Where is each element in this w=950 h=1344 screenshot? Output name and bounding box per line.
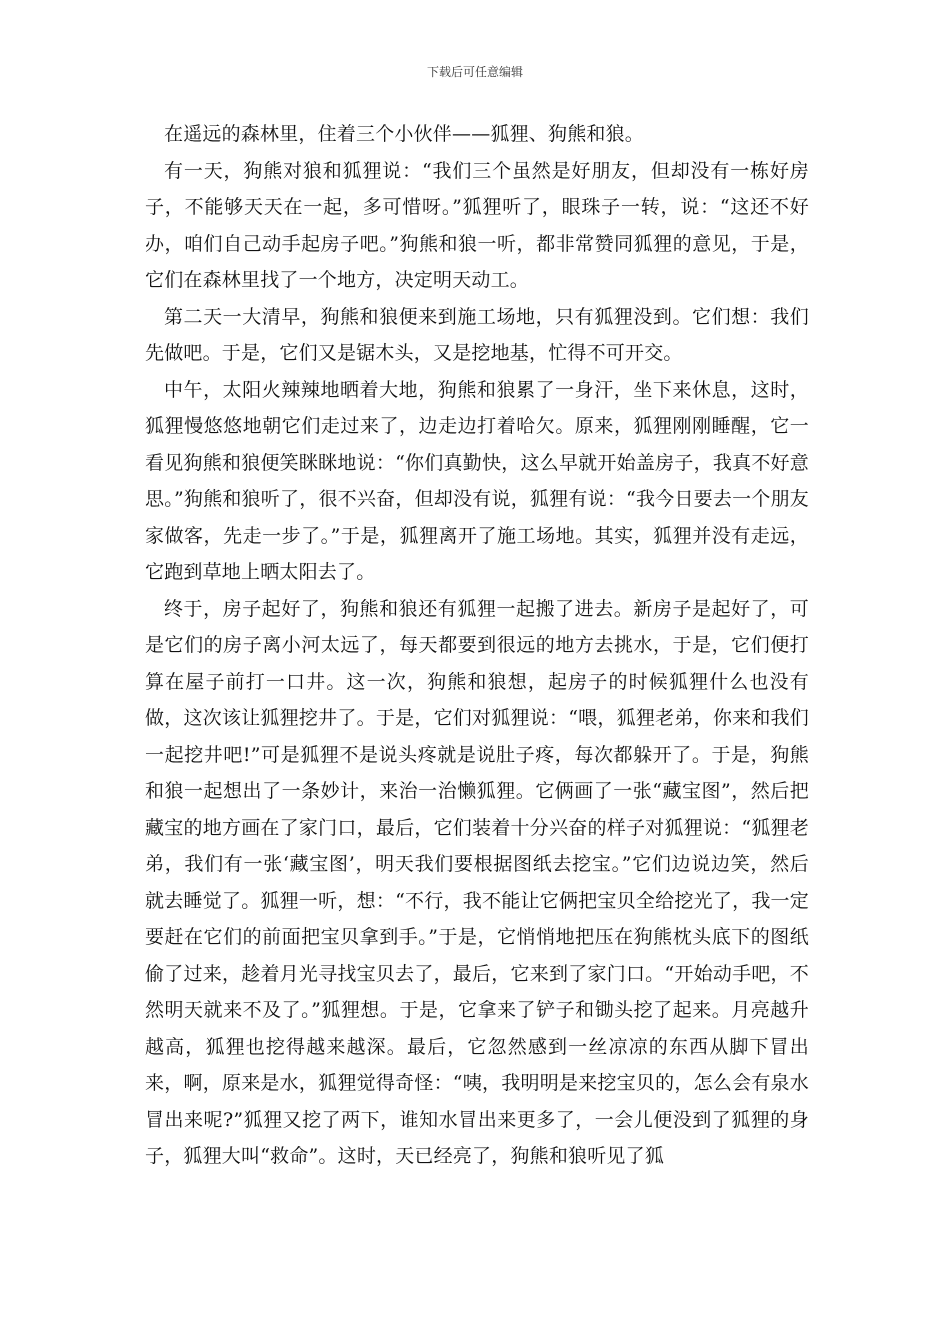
story-body [145,116,809,1175]
story-paragraph-3: 第二天一大清早，狗熊和狼便来到施工场地，只有狐狸没到。它们想：我们先做吧。于是，它们又是锯木头，又是挖地基，忙得不可开交。 [145,305,809,364]
story-paragraph-1: 在遥远的森林里，住着三个小伙伴——狐狸、狗熊和狼。 [164,123,645,145]
story-paragraph-2: 有一天，狗熊对狼和狐狸说：“我们三个虽然是好朋友，但却没有一栋好房子，不能够天天在一起，多可惜呀。”狐狸听了，眼珠子一转，说：“这还不好办，咱们自己动手起房子吧。”狗熊和狼一听，都非常赞同狐狸的意见，于是，它们在森林里找了一个地方，决定明天动工。 [145,159,809,291]
story-paragraph-4: 中午，太阳火辣辣地晒着大地，狗熊和狼累了一身汗，坐下来休息，这时，狐狸慢悠悠地朝它们走过来了，边走边打着哈欠。原来，狐狸刚刚睡醒，它一看见狗熊和狼便笑眯眯地说：“你们真勤快，这么早就开始盖房子，我真不好意思。”狗熊和狼听了，很不兴奋，但却没有说，狐狸有说：“我今日要去一个朋友家做客，先走一步了。”于是，狐狸离开了施工场地。其实，狐狸并没有走远，它跑到草地上晒太阳去了。 [145,378,809,583]
story-paragraph-5: 终于，房子起好了，狗熊和狼还有狐狸一起搬了进去。新房子是起好了，可是它们的房子离小河太远了，每天都要到很远的地方去挑水，于是，它们便打算在屋子前打一口井。这一次，狗熊和狼想，起房子的时候狐狸什么也没有做，这次该让狐狸挖井了。于是，它们对狐狸说：“喂，狐狸老弟，你来和我们一起挖井吧!”可是狐狸不是说头疼就是说肚子疼，每次都躲开了。于是，狗熊和狼一起想出了一条妙计，来治一治懒狐狸。它俩画了一张“藏宝图”，然后把藏宝的地方画在了家门口，最后，它们装着十分兴奋的样子对狐狸说：“狐狸老弟，我们有一张‘藏宝图’，明天我们要根据图纸去挖宝。”它们边说边笑，然后就去睡觉了。狐狸一听，想：“不行，我不能让它俩把宝贝全给挖光了，我一定要赶在它们的前面把宝贝拿到手。”于是，它悄悄地把压在狗熊枕头底下的图纸偷了过来，趁着月光寻找宝贝去了，最后，它来到了家门口。“开始动手吧，不然明天就来不及了。”狐狸想。于是，它拿来了铲子和锄头挖了起来。月亮越升越高，狐狸也挖得越来越深。最后，它忽然感到一丝凉凉的东西从脚下冒出来，啊，原来是水，狐狸觉得奇怪：“咦，我明明是来挖宝贝的，怎么会有泉水冒出来呢?”狐狸又挖了两下，谁知水冒出来更多了，一会儿便没到了狐狸的身子，狐狸大叫“救命”。这时，天已经亮了，狗熊和狼听见了狐 [145,597,809,1167]
page-header-note: 下载后可任意编辑 [426,65,523,79]
